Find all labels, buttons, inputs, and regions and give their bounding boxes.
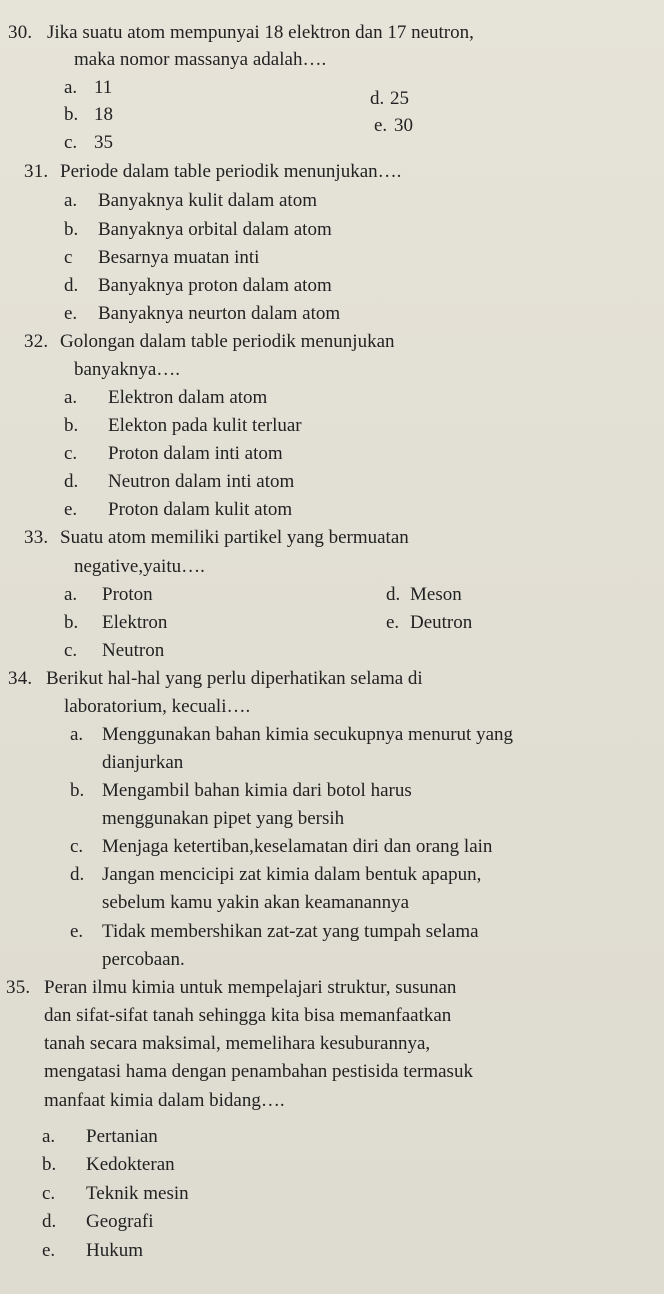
- option-text: percobaan.: [102, 949, 185, 970]
- option-text: Meson: [410, 584, 462, 605]
- question-text: manfaat kimia dalam bidang….: [44, 1090, 285, 1111]
- option-text: Elektron dalam atom: [108, 387, 268, 408]
- option-letter: e.: [42, 1240, 56, 1261]
- option-text: Pertanian: [86, 1126, 158, 1147]
- option-letter: a.: [64, 584, 78, 605]
- option-text: 30: [394, 115, 413, 136]
- option-text: dianjurkan: [102, 752, 184, 773]
- option-text: sebelum kamu yakin akan keamanannya: [102, 892, 410, 913]
- question-text: Berikut hal-hal yang perlu diperhatikan selama di: [46, 668, 423, 689]
- option-letter: c.: [64, 640, 78, 661]
- option-text: Mengambil bahan kimia dari botol harus: [102, 780, 412, 801]
- option-letter: c.: [64, 132, 78, 153]
- option-letter: b.: [42, 1154, 57, 1175]
- question-text: Periode dalam table periodik menunjukan….: [60, 161, 402, 182]
- option-letter: e.: [64, 499, 78, 520]
- option-letter: d.: [64, 471, 79, 492]
- option-text: Elektron: [102, 612, 168, 633]
- option-letter: e.: [374, 115, 388, 136]
- option-text: Neutron dalam inti atom: [108, 471, 295, 492]
- option-letter: c: [64, 247, 73, 268]
- option-letter: a.: [70, 724, 84, 745]
- option-text: Proton dalam inti atom: [108, 443, 283, 464]
- question-text: mengatasi hama dengan penambahan pestisida termasuk: [44, 1061, 473, 1082]
- option-text: Teknik mesin: [86, 1183, 189, 1204]
- question-number: 33.: [24, 527, 49, 548]
- option-letter: d.: [64, 275, 79, 296]
- option-text: Neutron: [102, 640, 165, 661]
- question-text: tanah secara maksimal, memelihara kesuburannya,: [44, 1033, 431, 1054]
- option-text: menggunakan pipet yang bersih: [102, 808, 345, 829]
- option-text: 35: [94, 132, 113, 153]
- option-text: Jangan mencicipi zat kimia dalam bentuk apapun,: [102, 864, 482, 885]
- option-letter: e.: [64, 303, 78, 324]
- option-text: Tidak membershikan zat-zat yang tumpah selama: [102, 921, 479, 942]
- option-text: Banyaknya kulit dalam atom: [98, 190, 317, 211]
- option-text: Banyaknya orbital dalam atom: [98, 219, 332, 240]
- question-number: 32.: [24, 331, 49, 352]
- option-letter: a.: [42, 1126, 56, 1147]
- question-text: maka nomor massanya adalah….: [74, 49, 327, 70]
- option-text: 18: [94, 104, 113, 125]
- option-letter: c.: [42, 1183, 56, 1204]
- option-letter: e.: [386, 612, 400, 633]
- option-letter: e.: [70, 921, 84, 942]
- option-text: 25: [390, 88, 409, 109]
- question-text: Suatu atom memiliki partikel yang bermuatan: [60, 527, 409, 548]
- option-text: Banyaknya proton dalam atom: [98, 275, 332, 296]
- option-letter: d.: [386, 584, 401, 605]
- question-number: 30.: [8, 22, 33, 43]
- option-text: Menggunakan bahan kimia secukupnya menurut yang: [102, 724, 514, 745]
- option-text: Besarnya muatan inti: [98, 247, 260, 268]
- question-number: 34.: [8, 668, 33, 689]
- option-letter: b.: [70, 780, 85, 801]
- option-letter: b.: [64, 415, 79, 436]
- question-text: banyaknya….: [74, 359, 181, 380]
- question-text: laboratorium, kecuali….: [64, 696, 251, 717]
- question-text: negative,yaitu….: [74, 556, 205, 577]
- question-number: 31.: [24, 161, 49, 182]
- option-text: Geografi: [86, 1211, 154, 1232]
- question-text: Jika suatu atom mempunyai 18 elektron dan 17 neutron,: [47, 22, 474, 43]
- option-text: Proton dalam kulit atom: [108, 499, 293, 520]
- option-letter: b.: [64, 104, 79, 125]
- option-letter: b.: [64, 612, 79, 633]
- option-letter: d.: [70, 864, 85, 885]
- option-letter: d.: [42, 1211, 57, 1232]
- option-text: 11: [94, 77, 113, 98]
- option-text: Menjaga ketertiban,keselamatan diri dan orang lain: [102, 836, 493, 857]
- option-text: Elekton pada kulit terluar: [108, 415, 302, 436]
- question-text: Golongan dalam table periodik menunjukan: [60, 331, 395, 352]
- option-letter: c.: [70, 836, 84, 857]
- question-text: dan sifat-sifat tanah sehingga kita bisa memanfaatkan: [44, 1005, 452, 1026]
- option-letter: c.: [64, 443, 78, 464]
- option-letter: a.: [64, 77, 78, 98]
- option-text: Deutron: [410, 612, 473, 633]
- option-letter: b.: [64, 219, 79, 240]
- option-text: Banyaknya neurton dalam atom: [98, 303, 341, 324]
- option-text: Proton: [102, 584, 153, 605]
- option-letter: a.: [64, 190, 78, 211]
- option-text: Hukum: [86, 1240, 143, 1261]
- option-letter: a.: [64, 387, 78, 408]
- option-letter: d.: [370, 88, 385, 109]
- question-number: 35.: [6, 977, 31, 998]
- question-text: Peran ilmu kimia untuk mempelajari struktur, susunan: [44, 977, 457, 998]
- option-text: Kedokteran: [86, 1154, 175, 1175]
